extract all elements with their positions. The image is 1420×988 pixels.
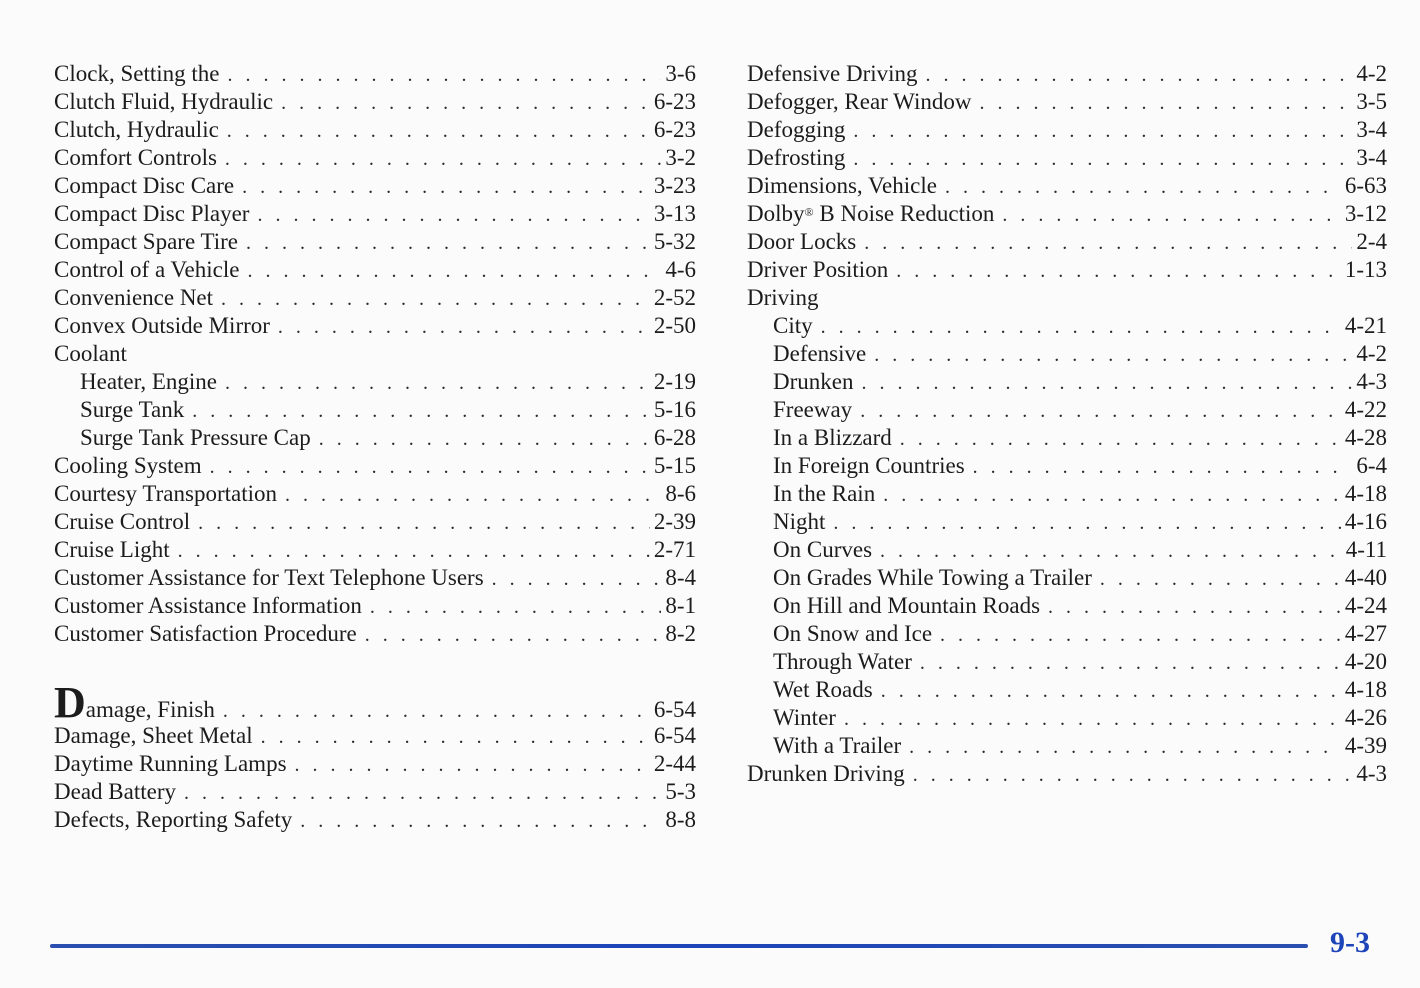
index-entry[interactable] <box>54 620 696 648</box>
entry-page: 4-20 <box>1344 649 1387 674</box>
index-entry[interactable] <box>54 228 696 256</box>
index-entry[interactable] <box>54 256 696 284</box>
index-heading <box>54 340 696 368</box>
entry-page: 8-6 <box>665 481 696 506</box>
dot-leader <box>844 705 1341 733</box>
index-entry[interactable] <box>54 144 696 172</box>
dot-leader <box>492 565 662 593</box>
dot-leader <box>1002 201 1340 229</box>
entry-label: Coolant <box>54 341 127 366</box>
entry-label: Convenience Net <box>54 285 214 310</box>
dot-leader <box>178 537 650 565</box>
index-entry[interactable] <box>54 750 696 778</box>
index-subentry[interactable] <box>747 480 1387 508</box>
dot-leader <box>257 201 649 229</box>
dot-leader <box>247 257 661 285</box>
index-entry[interactable] <box>54 200 696 228</box>
index-entry[interactable] <box>54 172 696 200</box>
index-entry[interactable] <box>54 564 696 592</box>
entry-label: Cruise Light <box>54 537 170 562</box>
dot-leader <box>821 313 1341 341</box>
entry-label: Defensive <box>773 341 867 366</box>
entry-label: Wet Roads <box>773 677 873 702</box>
dot-leader <box>900 425 1341 453</box>
entry-page: 2-44 <box>653 751 696 776</box>
index-entry[interactable] <box>54 88 696 116</box>
dot-leader <box>370 593 661 621</box>
entry-label: Cruise Control <box>54 509 191 534</box>
entry-page: 3-13 <box>653 201 696 226</box>
dot-leader <box>909 733 1341 761</box>
entry-page: 5-32 <box>653 229 696 254</box>
entry-label: Compact Spare Tire <box>54 229 238 254</box>
entry-label-rest: amage, Finish <box>85 697 215 722</box>
entry-label: Winter <box>773 705 836 730</box>
entry-page: 5-15 <box>653 453 696 478</box>
dot-leader <box>300 807 661 835</box>
entry-page: 2-52 <box>653 285 696 310</box>
index-subentry[interactable] <box>747 676 1387 704</box>
entry-page: 3-2 <box>665 145 696 170</box>
entry-label: Freeway <box>773 397 853 422</box>
dot-leader <box>853 117 1352 145</box>
entry-label: Damage, Sheet Metal <box>54 723 253 748</box>
entry-page: 4-26 <box>1344 705 1387 730</box>
entry-label: Defects, Reporting Safety <box>54 807 293 832</box>
dot-leader <box>242 173 650 201</box>
index-entry[interactable] <box>54 508 696 536</box>
footer-page-number: 9-3 <box>1330 926 1370 959</box>
index-entry[interactable] <box>747 172 1387 200</box>
entry-page: 8-2 <box>665 621 696 646</box>
index-entry[interactable] <box>747 60 1387 88</box>
dot-leader <box>860 397 1341 425</box>
entry-page: 4-2 <box>1356 341 1387 366</box>
index-subentry[interactable] <box>747 564 1387 592</box>
dot-leader <box>319 425 650 453</box>
entry-label: Compact Disc Care <box>54 173 235 198</box>
entry-page: 4-28 <box>1344 425 1387 450</box>
dot-leader <box>861 369 1352 397</box>
entry-label: On Curves <box>773 537 873 562</box>
entry-label: In Foreign Countries <box>773 453 965 478</box>
dot-leader <box>1048 593 1341 621</box>
entry-label: Customer Assistance for Text Telephone Users <box>54 565 484 590</box>
entry-page: 4-11 <box>1345 537 1387 562</box>
entry-label: Comfort Controls <box>54 145 217 170</box>
dot-leader <box>221 285 650 313</box>
entry-label: On Grades While Towing a Trailer <box>773 565 1092 590</box>
dot-leader <box>227 117 650 145</box>
dot-leader <box>1100 565 1341 593</box>
entry-label: With a Trailer <box>773 733 902 758</box>
entry-label: Control of a Vehicle <box>54 257 240 282</box>
index-subentry[interactable] <box>54 396 696 424</box>
dot-leader <box>896 257 1341 285</box>
entry-page: 6-23 <box>653 89 696 114</box>
entry-page: 4-6 <box>665 257 696 282</box>
dot-leader <box>210 453 650 481</box>
dot-leader <box>920 649 1341 677</box>
index-entry[interactable] <box>54 592 696 620</box>
entry-page: 6-63 <box>1344 173 1387 198</box>
dot-leader <box>940 621 1341 649</box>
entry-page: 3-5 <box>1356 89 1387 114</box>
index-entry[interactable] <box>54 678 696 727</box>
dot-leader <box>853 145 1352 173</box>
index-subentry[interactable] <box>747 620 1387 648</box>
entry-label: Defogger, Rear Window <box>747 89 972 114</box>
dot-leader <box>945 173 1341 201</box>
dot-leader <box>973 453 1353 481</box>
entry-label: In a Blizzard <box>773 425 892 450</box>
index-entry[interactable] <box>54 284 696 312</box>
index-column-left <box>54 60 696 834</box>
index-entry[interactable] <box>54 116 696 144</box>
entry-page: 2-19 <box>653 369 696 394</box>
dot-leader <box>864 229 1352 257</box>
dot-leader <box>295 751 650 779</box>
index-subentry[interactable] <box>747 312 1387 340</box>
entry-page: 4-16 <box>1344 509 1387 534</box>
entry-page: 3-6 <box>665 61 696 86</box>
index-entry[interactable] <box>747 88 1387 116</box>
entry-page: 6-28 <box>653 425 696 450</box>
entry-page: 8-1 <box>665 593 696 618</box>
entry-page: 2-50 <box>653 313 696 338</box>
entry-label: Customer Satisfaction Procedure <box>54 621 357 646</box>
entry-page: 2-71 <box>653 537 696 562</box>
index-entry[interactable] <box>747 200 1387 228</box>
entry-label: Clutch, Hydraulic <box>54 117 219 142</box>
entry-label: Surge Tank <box>80 397 185 422</box>
section-gap <box>54 648 696 684</box>
entry-label: Defensive Driving <box>747 61 918 86</box>
entry-page: 4-27 <box>1344 621 1387 646</box>
dot-leader <box>246 229 650 257</box>
index-heading <box>747 284 1387 312</box>
index-entry[interactable] <box>747 760 1387 788</box>
index-entry[interactable] <box>54 480 696 508</box>
entry-page: 5-3 <box>665 779 696 804</box>
entry-label: Clutch Fluid, Hydraulic <box>54 89 274 114</box>
index-subentry[interactable] <box>747 424 1387 452</box>
entry-label: Defogging <box>747 117 846 142</box>
entry-page: 4-18 <box>1344 481 1387 506</box>
footer-rule <box>50 944 1308 948</box>
index-entry[interactable] <box>54 778 696 806</box>
entry-label: Through Water <box>773 649 912 674</box>
entry-label: Driving <box>747 285 819 310</box>
dot-leader <box>225 145 661 173</box>
entry-label: City <box>773 313 813 338</box>
dot-leader <box>261 723 650 751</box>
dot-leader <box>227 61 661 89</box>
entry-page: 8-8 <box>665 807 696 832</box>
entry-page: 8-4 <box>665 565 696 590</box>
dot-leader <box>285 481 661 509</box>
entry-label <box>747 200 994 228</box>
entry-page: 2-39 <box>653 509 696 534</box>
entry-page: 6-54 <box>653 697 696 722</box>
index-subentry[interactable] <box>747 536 1387 564</box>
entry-label-dolby: Dolby <box>747 201 805 226</box>
entry-label: Clock, Setting the <box>54 61 220 86</box>
index-entry[interactable] <box>54 452 696 480</box>
entry-page: 4-22 <box>1344 397 1387 422</box>
dot-leader <box>192 397 650 425</box>
entry-page: 3-12 <box>1344 201 1387 226</box>
entry-label: Heater, Engine <box>80 369 218 394</box>
index-entry[interactable] <box>747 228 1387 256</box>
index-subentry[interactable] <box>747 592 1387 620</box>
entry-label: Driver Position <box>747 257 889 282</box>
entry-label: Night <box>773 509 826 534</box>
entry-page: 4-24 <box>1344 593 1387 618</box>
index-subentry[interactable] <box>747 732 1387 760</box>
dot-leader <box>883 481 1341 509</box>
entry-page: 6-54 <box>653 723 696 748</box>
index-entry[interactable] <box>54 536 696 564</box>
entry-label: Door Locks <box>747 229 857 254</box>
index-subentry[interactable] <box>747 340 1387 368</box>
entry-label: Drunken Driving <box>747 761 905 786</box>
dot-leader <box>880 537 1342 565</box>
dot-leader <box>365 621 662 649</box>
index-entry[interactable] <box>54 806 696 834</box>
entry-label: Dead Battery <box>54 779 176 804</box>
entry-page: 3-4 <box>1356 117 1387 142</box>
registered-mark: ® <box>804 205 814 219</box>
entry-page: 3-4 <box>1356 145 1387 170</box>
dot-leader <box>881 677 1341 705</box>
entry-label: Daytime Running Lamps <box>54 751 287 776</box>
index-subentry[interactable] <box>747 648 1387 676</box>
dot-leader <box>198 509 650 537</box>
dot-leader <box>281 89 650 117</box>
index-entry[interactable] <box>54 312 696 340</box>
dot-leader <box>225 369 650 397</box>
entry-label: Drunken <box>773 369 854 394</box>
entry-page: 4-21 <box>1344 313 1387 338</box>
index-subentry[interactable] <box>747 452 1387 480</box>
entry-page: 4-3 <box>1356 369 1387 394</box>
entry-page: 4-18 <box>1344 677 1387 702</box>
entry-label: On Snow and Ice <box>773 621 933 646</box>
entry-label: Customer Assistance Information <box>54 593 362 618</box>
index-subentry[interactable] <box>747 508 1387 536</box>
entry-page: 4-40 <box>1344 565 1387 590</box>
index-subentry[interactable] <box>747 368 1387 396</box>
index-entry[interactable] <box>747 116 1387 144</box>
index-entry[interactable] <box>747 144 1387 172</box>
entry-label: Convex Outside Mirror <box>54 313 270 338</box>
dot-leader <box>278 313 650 341</box>
entry-page: 4-2 <box>1356 61 1387 86</box>
entry-label: Surge Tank Pressure Cap <box>80 425 311 450</box>
entry-page: 5-16 <box>653 397 696 422</box>
index-entry[interactable] <box>54 722 696 750</box>
entry-label: Courtesy Transportation <box>54 481 277 506</box>
entry-page: 6-23 <box>653 117 696 142</box>
index-subentry[interactable] <box>747 396 1387 424</box>
index-subentry[interactable] <box>54 424 696 452</box>
dot-leader <box>913 761 1353 789</box>
index-subentry[interactable] <box>54 368 696 396</box>
entry-label: In the Rain <box>773 481 876 506</box>
dot-leader <box>874 341 1352 369</box>
entry-page: 3-23 <box>653 173 696 198</box>
dot-leader <box>833 509 1340 537</box>
index-subentry[interactable] <box>747 704 1387 732</box>
entry-label: Dimensions, Vehicle <box>747 173 937 198</box>
entry-page: 2-4 <box>1356 229 1387 254</box>
entry-label: Compact Disc Player <box>54 201 250 226</box>
dot-leader <box>184 779 661 807</box>
entry-page: 1-13 <box>1344 257 1387 282</box>
index-entry[interactable] <box>747 256 1387 284</box>
entry-label: Defrosting <box>747 145 846 170</box>
dot-leader <box>926 61 1353 89</box>
entry-page: 4-39 <box>1344 733 1387 758</box>
index-column-right <box>747 60 1387 788</box>
dot-leader <box>979 89 1352 117</box>
entry-page: 4-3 <box>1356 761 1387 786</box>
entry-label-rest: B Noise Reduction <box>813 201 995 226</box>
index-entry[interactable] <box>54 60 696 88</box>
entry-page: 6-4 <box>1356 453 1387 478</box>
entry-label: On Hill and Mountain Roads <box>773 593 1041 618</box>
section-letter-dropcap: D <box>54 678 86 727</box>
entry-label: Cooling System <box>54 453 202 478</box>
